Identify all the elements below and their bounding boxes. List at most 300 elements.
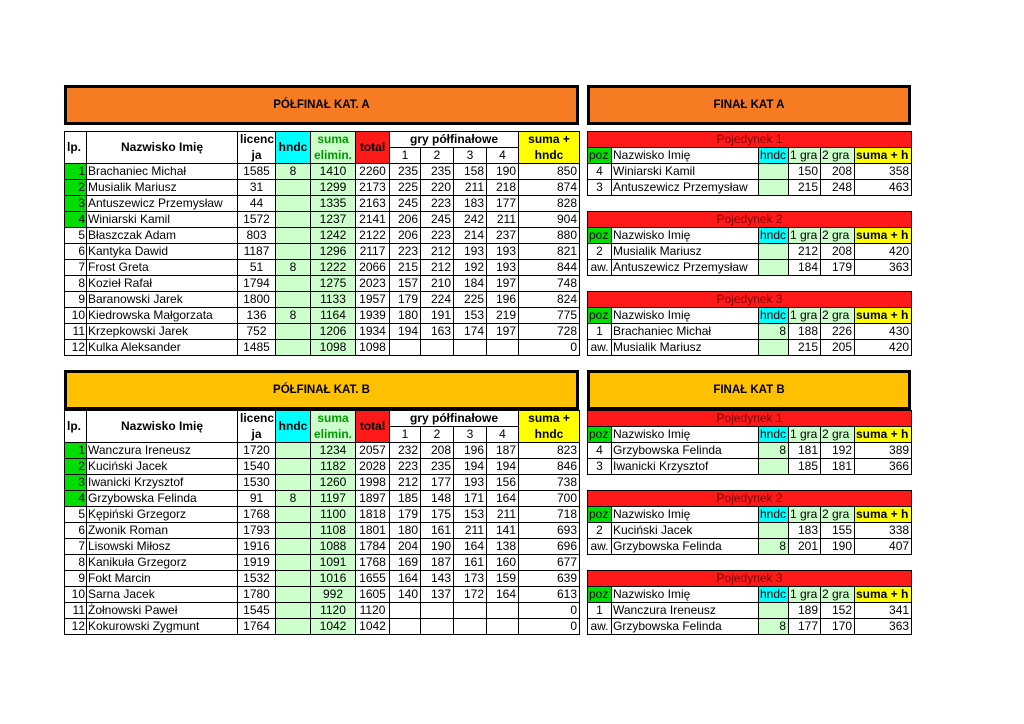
game-cell: 211 [454, 523, 487, 539]
name-cell: Wanczura Ireneusz [612, 603, 759, 619]
suma-elim-cell: 1206 [311, 324, 356, 340]
game-cell [487, 603, 519, 619]
duel-row [588, 340, 912, 356]
licence-cell: 1540 [238, 459, 276, 475]
game-cell: 190 [421, 539, 454, 555]
hndc-cell [276, 276, 311, 292]
hndc-cell [276, 475, 311, 491]
col-suma-hndc-2: hndc [519, 148, 580, 164]
lp-cell: 12 [65, 619, 87, 635]
hndc-cell [276, 619, 311, 635]
licence-cell: 91 [238, 491, 276, 507]
game-cell [454, 340, 487, 356]
suma-h-cell: 338 [855, 523, 912, 539]
game-cell: 157 [390, 276, 421, 292]
game-cell: 219 [487, 308, 519, 324]
hndc-cell [276, 571, 311, 587]
table-row [65, 340, 580, 356]
licence-cell: 803 [238, 228, 276, 244]
col-suma-h: suma + h [855, 427, 912, 443]
duel-header-row [588, 507, 912, 523]
game-1-cell: 215 [789, 340, 821, 356]
game-1-cell: 177 [789, 619, 821, 635]
suma-hndc-cell: 718 [519, 507, 580, 523]
game-cell: 197 [487, 276, 519, 292]
table-row [65, 228, 580, 244]
suma-elim-cell: 1260 [311, 475, 356, 491]
col-name: Nazwisko Imię [612, 427, 759, 443]
col-suma-hndc: suma + [519, 411, 580, 427]
name-cell: Kanikuła Grzegorz [87, 555, 238, 571]
game-cell [487, 340, 519, 356]
suma-hndc-cell: 639 [519, 571, 580, 587]
game-1-cell: 183 [789, 523, 821, 539]
hndc-cell: 8 [759, 324, 789, 340]
duel-header-row [588, 587, 912, 603]
name-cell: Zwonik Roman [87, 523, 238, 539]
suma-elim-cell: 1088 [311, 539, 356, 555]
spacer-row [588, 196, 912, 212]
total-cell: 2117 [356, 244, 390, 260]
licence-cell: 1919 [238, 555, 276, 571]
suma-h-cell: 366 [855, 459, 912, 475]
hndc-cell [759, 244, 789, 260]
total-cell: 1934 [356, 324, 390, 340]
game-1-cell: 188 [789, 324, 821, 340]
game-cell [454, 619, 487, 635]
licence-cell: 1532 [238, 571, 276, 587]
col-hndc: hndc [759, 228, 789, 244]
col-suma-hndc-2: hndc [519, 427, 580, 443]
game-cell: 220 [421, 180, 454, 196]
game-cell: 193 [454, 244, 487, 260]
suma-elim-cell: 1410 [311, 164, 356, 180]
duel-title-row [588, 212, 912, 228]
name-cell: Żołnowski Paweł [87, 603, 238, 619]
table-row [65, 308, 580, 324]
suma-hndc-cell: 748 [519, 276, 580, 292]
col-game-2: 2 gra [821, 587, 855, 603]
game-2-cell: 170 [821, 619, 855, 635]
game-cell: 214 [454, 228, 487, 244]
game-cell: 143 [421, 571, 454, 587]
game-cell: 196 [454, 443, 487, 459]
game-cell [390, 340, 421, 356]
name-cell: Antuszewicz Przemysław [87, 196, 238, 212]
table-row [65, 292, 580, 308]
name-cell: Baranowski Jarek [87, 292, 238, 308]
hndc-cell [276, 324, 311, 340]
lp-cell: 10 [65, 308, 87, 324]
poz-cell: 3 [588, 459, 612, 475]
total-cell: 1784 [356, 539, 390, 555]
col-suma-elim: suma [311, 132, 356, 148]
game-cell: 161 [454, 555, 487, 571]
licence-cell: 1780 [238, 587, 276, 603]
col-game-1: 1 gra [789, 587, 821, 603]
col-game-2: 2 [421, 148, 454, 164]
licence-cell: 1720 [238, 443, 276, 459]
poz-cell: aw. [588, 260, 612, 276]
suma-h-cell: 341 [855, 603, 912, 619]
table-row [65, 196, 580, 212]
total-cell: 1957 [356, 292, 390, 308]
table-row [65, 603, 580, 619]
game-cell: 148 [421, 491, 454, 507]
lp-cell: 11 [65, 603, 87, 619]
table-row [65, 475, 580, 491]
licence-cell: 1530 [238, 475, 276, 491]
game-cell: 212 [421, 244, 454, 260]
lp-cell: 1 [65, 164, 87, 180]
game-cell: 175 [421, 507, 454, 523]
total-cell: 1098 [356, 340, 390, 356]
lp-cell: 4 [65, 212, 87, 228]
final-b-table [587, 410, 912, 635]
col-lp: lp. [65, 411, 87, 443]
licence-cell: 1572 [238, 212, 276, 228]
poz-cell: 3 [588, 180, 612, 196]
table-row [65, 164, 580, 180]
col-hndc: hndc [276, 411, 311, 443]
hndc-cell: 8 [276, 308, 311, 324]
lp-cell: 3 [65, 196, 87, 212]
game-cell [487, 619, 519, 635]
licence-cell: 1545 [238, 603, 276, 619]
suma-h-cell: 363 [855, 260, 912, 276]
col-game-3: 3 [454, 427, 487, 443]
game-cell: 232 [390, 443, 421, 459]
col-hndc: hndc [276, 132, 311, 164]
suma-elim-cell: 1164 [311, 308, 356, 324]
game-cell: 224 [421, 292, 454, 308]
suma-hndc-cell: 824 [519, 292, 580, 308]
game-cell: 206 [390, 212, 421, 228]
duel-title-row [588, 571, 912, 587]
game-cell: 185 [390, 491, 421, 507]
suma-hndc-cell: 821 [519, 244, 580, 260]
name-cell: Grzybowska Felinda [612, 619, 759, 635]
hndc-cell [759, 459, 789, 475]
licence-cell: 1485 [238, 340, 276, 356]
game-cell: 138 [487, 539, 519, 555]
total-cell: 1605 [356, 587, 390, 603]
suma-elim-cell: 1296 [311, 244, 356, 260]
game-cell: 173 [454, 571, 487, 587]
table-row [65, 459, 580, 475]
spacer-row [588, 276, 912, 292]
total-cell: 2122 [356, 228, 390, 244]
suma-h-cell: 358 [855, 164, 912, 180]
col-name: Nazwisko Imię [87, 132, 238, 164]
lp-cell: 5 [65, 228, 87, 244]
licence-cell: 136 [238, 308, 276, 324]
hndc-cell: 8 [759, 443, 789, 459]
duel-row [588, 180, 912, 196]
licence-cell: 1768 [238, 507, 276, 523]
game-cell: 179 [390, 507, 421, 523]
lp-cell: 11 [65, 324, 87, 340]
col-game-2: 2 gra [821, 507, 855, 523]
col-hndc: hndc [759, 587, 789, 603]
game-cell: 196 [487, 292, 519, 308]
semifinal-b-title: PÓŁFINAŁ KAT. B [64, 370, 579, 410]
suma-hndc-cell: 693 [519, 523, 580, 539]
total-cell: 1042 [356, 619, 390, 635]
hndc-cell [759, 180, 789, 196]
game-cell: 156 [487, 475, 519, 491]
table-row [65, 539, 580, 555]
suma-hndc-cell: 874 [519, 180, 580, 196]
col-lp: lp. [65, 132, 87, 164]
game-2-cell: 208 [821, 244, 855, 260]
licence-cell: 1916 [238, 539, 276, 555]
suma-elim-cell: 1042 [311, 619, 356, 635]
name-cell: Musialik Mariusz [612, 244, 759, 260]
col-name: Nazwisko Imię [612, 587, 759, 603]
game-1-cell: 215 [789, 180, 821, 196]
game-2-cell: 181 [821, 459, 855, 475]
hndc-cell [276, 555, 311, 571]
game-1-cell: 150 [789, 164, 821, 180]
poz-cell: aw. [588, 539, 612, 555]
game-2-cell: 226 [821, 324, 855, 340]
suma-hndc-cell: 738 [519, 475, 580, 491]
suma-hndc-cell: 613 [519, 587, 580, 603]
game-cell [421, 340, 454, 356]
col-poz: poz [588, 308, 612, 324]
game-cell: 197 [487, 324, 519, 340]
suma-hndc-cell: 828 [519, 196, 580, 212]
spacer [588, 555, 912, 571]
col-hndc: hndc [759, 308, 789, 324]
col-game-3: 3 [454, 148, 487, 164]
spacer [588, 196, 912, 212]
duel-header-row [588, 308, 912, 324]
suma-hndc-cell: 823 [519, 443, 580, 459]
suma-elim-cell: 1016 [311, 571, 356, 587]
game-2-cell: 205 [821, 340, 855, 356]
game-cell: 223 [390, 244, 421, 260]
game-2-cell: 190 [821, 539, 855, 555]
hndc-cell [276, 603, 311, 619]
suma-elim-cell: 1222 [311, 260, 356, 276]
game-cell: 193 [454, 475, 487, 491]
col-licence-2: ja [238, 148, 276, 164]
game-cell [454, 603, 487, 619]
suma-h-cell: 420 [855, 340, 912, 356]
hndc-cell [276, 196, 311, 212]
hndc-cell [276, 180, 311, 196]
name-cell: Brachaniec Michał [87, 164, 238, 180]
lp-cell: 8 [65, 555, 87, 571]
game-cell: 164 [487, 587, 519, 603]
col-game-4: 4 [487, 148, 519, 164]
lp-cell: 6 [65, 523, 87, 539]
game-cell: 191 [421, 308, 454, 324]
game-cell: 204 [390, 539, 421, 555]
duel-title-row [588, 411, 912, 427]
game-cell: 174 [454, 324, 487, 340]
suma-elim-cell: 992 [311, 587, 356, 603]
name-cell: Antuszewicz Przemysław [612, 260, 759, 276]
hndc-cell [759, 523, 789, 539]
col-suma-h: suma + h [855, 308, 912, 324]
col-name: Nazwisko Imię [612, 148, 759, 164]
col-suma-h: suma + h [855, 148, 912, 164]
game-cell: 194 [390, 324, 421, 340]
game-cell: 223 [421, 196, 454, 212]
col-suma-h: suma + h [855, 507, 912, 523]
spacer [588, 276, 912, 292]
col-poz: poz [588, 148, 612, 164]
game-2-cell: 192 [821, 443, 855, 459]
name-cell: Musialik Mariusz [87, 180, 238, 196]
game-cell: 223 [390, 459, 421, 475]
game-2-cell: 152 [821, 603, 855, 619]
semifinal-b-section [64, 370, 579, 635]
name-cell: Wanczura Ireneusz [87, 443, 238, 459]
game-cell: 140 [390, 587, 421, 603]
game-cell: 223 [421, 228, 454, 244]
col-game-4: 4 [487, 427, 519, 443]
name-cell: Kozieł Rafał [87, 276, 238, 292]
hndc-cell: 8 [276, 164, 311, 180]
suma-elim-cell: 1108 [311, 523, 356, 539]
semifinal-a-section [64, 85, 579, 356]
name-cell: Kokurowski Zygmunt [87, 619, 238, 635]
licence-cell: 1794 [238, 276, 276, 292]
poz-cell: 1 [588, 603, 612, 619]
licence-cell: 1764 [238, 619, 276, 635]
duel-title-row [588, 292, 912, 308]
total-cell: 2066 [356, 260, 390, 276]
final-a-table [587, 131, 912, 356]
suma-elim-cell: 1242 [311, 228, 356, 244]
game-cell: 180 [390, 308, 421, 324]
game-cell: 242 [454, 212, 487, 228]
hndc-cell [276, 459, 311, 475]
duel-title: Pojedynek 1 [588, 132, 912, 148]
game-cell: 187 [487, 443, 519, 459]
name-cell: Brachaniec Michał [612, 324, 759, 340]
name-cell: Frost Greta [87, 260, 238, 276]
game-2-cell: 179 [821, 260, 855, 276]
name-cell: Winiarski Kamil [87, 212, 238, 228]
name-cell: Kulka Aleksander [87, 340, 238, 356]
table-row [65, 276, 580, 292]
duel-title: Pojedynek 2 [588, 491, 912, 507]
hndc-cell [759, 164, 789, 180]
col-suma-h: suma + h [855, 587, 912, 603]
table-row [65, 443, 580, 459]
game-2-cell: 208 [821, 164, 855, 180]
hndc-cell [276, 539, 311, 555]
duel-row [588, 260, 912, 276]
hndc-cell: 8 [759, 619, 789, 635]
game-cell: 218 [487, 180, 519, 196]
game-cell: 141 [487, 523, 519, 539]
hndc-cell [276, 443, 311, 459]
col-suma-elim-2: elimin. [311, 427, 356, 443]
duel-row [588, 459, 912, 475]
col-hndc: hndc [759, 427, 789, 443]
total-cell: 1801 [356, 523, 390, 539]
suma-elim-cell: 1133 [311, 292, 356, 308]
licence-cell: 752 [238, 324, 276, 340]
game-cell: 210 [421, 276, 454, 292]
game-cell: 208 [421, 443, 454, 459]
suma-elim-cell: 1091 [311, 555, 356, 571]
duel-title: Pojedynek 2 [588, 212, 912, 228]
game-cell: 190 [487, 164, 519, 180]
duel-title-row [588, 491, 912, 507]
game-cell: 245 [421, 212, 454, 228]
lp-cell: 2 [65, 180, 87, 196]
game-cell: 206 [390, 228, 421, 244]
game-cell: 163 [421, 324, 454, 340]
name-cell: Kantyka Dawid [87, 244, 238, 260]
suma-h-cell: 430 [855, 324, 912, 340]
name-cell: Lisowski Miłosz [87, 539, 238, 555]
table-row [65, 324, 580, 340]
duel-row [588, 164, 912, 180]
game-cell: 160 [487, 555, 519, 571]
suma-hndc-cell: 0 [519, 340, 580, 356]
game-cell: 180 [390, 523, 421, 539]
col-suma-elim: suma [311, 411, 356, 427]
game-1-cell: 185 [789, 459, 821, 475]
licence-cell: 44 [238, 196, 276, 212]
game-1-cell: 201 [789, 539, 821, 555]
game-cell: 237 [487, 228, 519, 244]
game-cell: 235 [421, 459, 454, 475]
col-name: Nazwisko Imię [87, 411, 238, 443]
name-cell: Iwanicki Krzysztof [612, 459, 759, 475]
poz-cell: 4 [588, 164, 612, 180]
col-licence: licenc [238, 411, 276, 427]
suma-hndc-cell: 844 [519, 260, 580, 276]
suma-h-cell: 420 [855, 244, 912, 260]
suma-hndc-cell: 728 [519, 324, 580, 340]
suma-hndc-cell: 850 [519, 164, 580, 180]
name-cell: Musialik Mariusz [612, 340, 759, 356]
game-cell: 137 [421, 587, 454, 603]
total-cell: 1897 [356, 491, 390, 507]
col-poz: poz [588, 587, 612, 603]
name-cell: Błaszczak Adam [87, 228, 238, 244]
suma-elim-cell: 1182 [311, 459, 356, 475]
hndc-cell: 8 [276, 491, 311, 507]
name-cell: Sarna Jacek [87, 587, 238, 603]
hndc-cell [276, 507, 311, 523]
col-game-1: 1 gra [789, 228, 821, 244]
duel-title-row [588, 132, 912, 148]
lp-cell: 6 [65, 244, 87, 260]
game-cell: 184 [454, 276, 487, 292]
game-cell: 192 [454, 260, 487, 276]
poz-cell: 4 [588, 443, 612, 459]
game-cell: 194 [454, 459, 487, 475]
total-cell: 1818 [356, 507, 390, 523]
game-cell [421, 619, 454, 635]
suma-elim-cell: 1100 [311, 507, 356, 523]
game-cell: 177 [487, 196, 519, 212]
total-cell: 1998 [356, 475, 390, 491]
final-b-section [587, 370, 911, 635]
table-row [65, 523, 580, 539]
hndc-cell [759, 340, 789, 356]
